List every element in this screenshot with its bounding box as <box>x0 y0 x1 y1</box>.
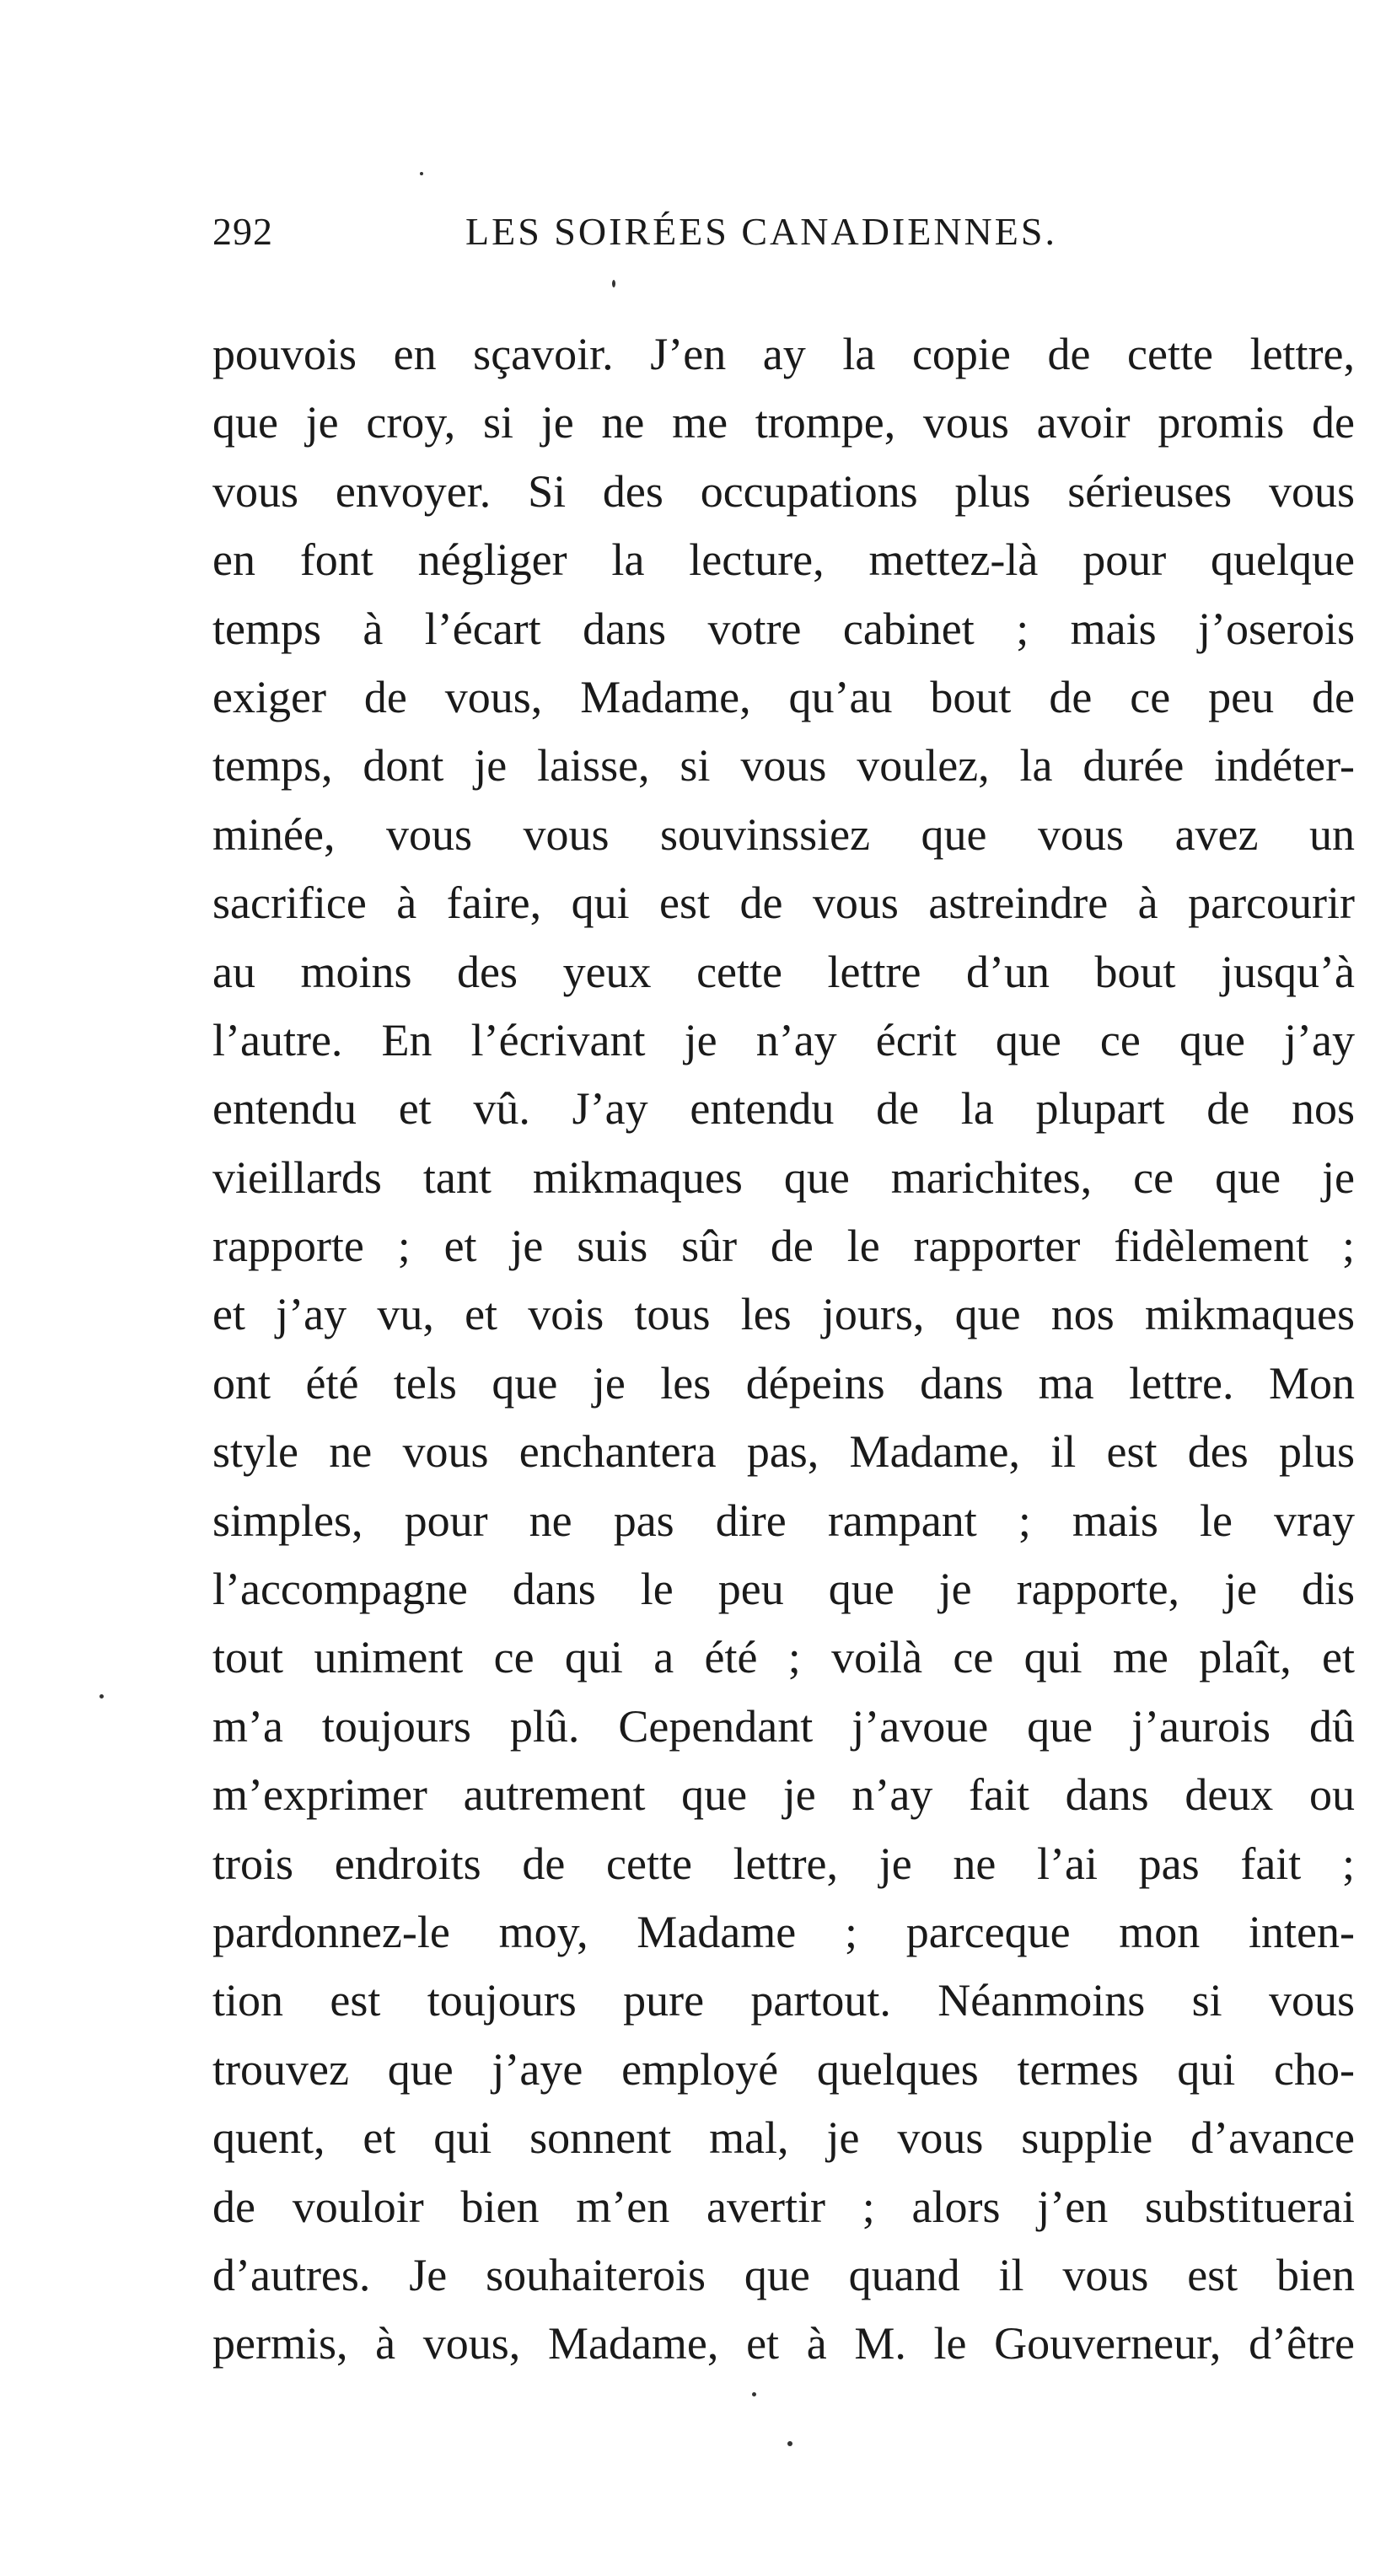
body-text <box>212 320 1355 2379</box>
text-line: au moins des yeux cette lettre d’un bout jusqu’à <box>212 946 1355 997</box>
text-line: simples, pour ne pas dire rampant ; mais le vray <box>212 1495 1355 1546</box>
text-line: de vouloir bien m’en avertir ; alors j’en substituerai <box>212 2181 1355 2232</box>
text-line: pouvois en sçavoir. J’en ay la copie de cette lettre, <box>212 329 1355 379</box>
page-number: 292 <box>212 210 273 253</box>
running-title: LES SOIRÉES CANADIENNES. <box>465 210 1057 253</box>
text-line: rapporte ; et je suis sûr de le rapporter fidèlement ; <box>212 1221 1355 1272</box>
text-line: trouvez que j’aye employé quelques termes qui cho- <box>212 2043 1355 2095</box>
text-line: l’accompagne dans le peu que je rapporte, je dis <box>212 1564 1355 1615</box>
text-line: style ne vous enchantera pas, Madame, il est des plus <box>212 1426 1355 1478</box>
print-speck <box>787 2441 792 2446</box>
text-line: et j’ay vu, et vois tous les jours, que nos mikmaques <box>212 1289 1355 1340</box>
text-line: pardonnez-le moy, Madame ; parceque mon inten- <box>212 1906 1355 1957</box>
text-line: exiger de vous, Madame, qu’au bout de ce peu de <box>212 671 1355 722</box>
text-line: vous envoyer. Si des occupations plus sérieuses vous <box>212 465 1355 517</box>
print-speck <box>752 2392 756 2396</box>
text-line: d’autres. Je souhaiterois que quand il vous est bien <box>212 2249 1355 2300</box>
text-line: en font négliger la lecture, mettez-là pour quelque <box>212 534 1355 586</box>
text-line: permis, à vous, Madame, et à M. le Gouverneur, d’être <box>212 2318 1355 2369</box>
text-line: trois endroits de cette lettre, je ne l’ai pas fait ; <box>212 1838 1355 1889</box>
text-line: ont été tels que je les dépeins dans ma lettre. Mon <box>212 1357 1355 1409</box>
text-line: tion est toujours pure partout. Néanmoins si vous <box>212 1975 1355 2026</box>
text-line: tout uniment ce qui a été ; voilà ce qui me plaît, et <box>212 1632 1355 1683</box>
text-line: temps à l’écart dans votre cabinet ; mais j’oserois <box>212 603 1355 654</box>
text-line: m’a toujours plû. Cependant j’avoue que j’aurois dû <box>212 1700 1355 1752</box>
print-speck <box>420 172 423 175</box>
text-line: vieillards tant mikmaques que marichites, ce que je <box>212 1151 1355 1203</box>
text-line: temps, dont je laisse, si vous voulez, la durée indéter- <box>212 740 1355 792</box>
text-line: que je croy, si je ne me trompe, vous avoir promis de <box>212 397 1355 448</box>
text-line: minée, vous vous souvinssiez que vous avez un <box>212 808 1355 860</box>
text-line: quent, et qui sonnent mal, je vous supplie d’avance <box>212 2112 1355 2164</box>
text-line: entendu et vû. J’ay entendu de la plupart de nos <box>212 1083 1355 1135</box>
running-head <box>212 209 1308 268</box>
text-line: sacrifice à faire, qui est de vous astreindre à parcourir <box>212 877 1355 929</box>
text-line: m’exprimer autrement que je n’ay fait dans deux ou <box>212 1769 1355 1821</box>
text-line: l’autre. En l’écrivant je n’ay écrit que ce que j’ay <box>212 1014 1355 1065</box>
print-speck <box>612 280 615 287</box>
print-speck <box>99 1694 104 1699</box>
